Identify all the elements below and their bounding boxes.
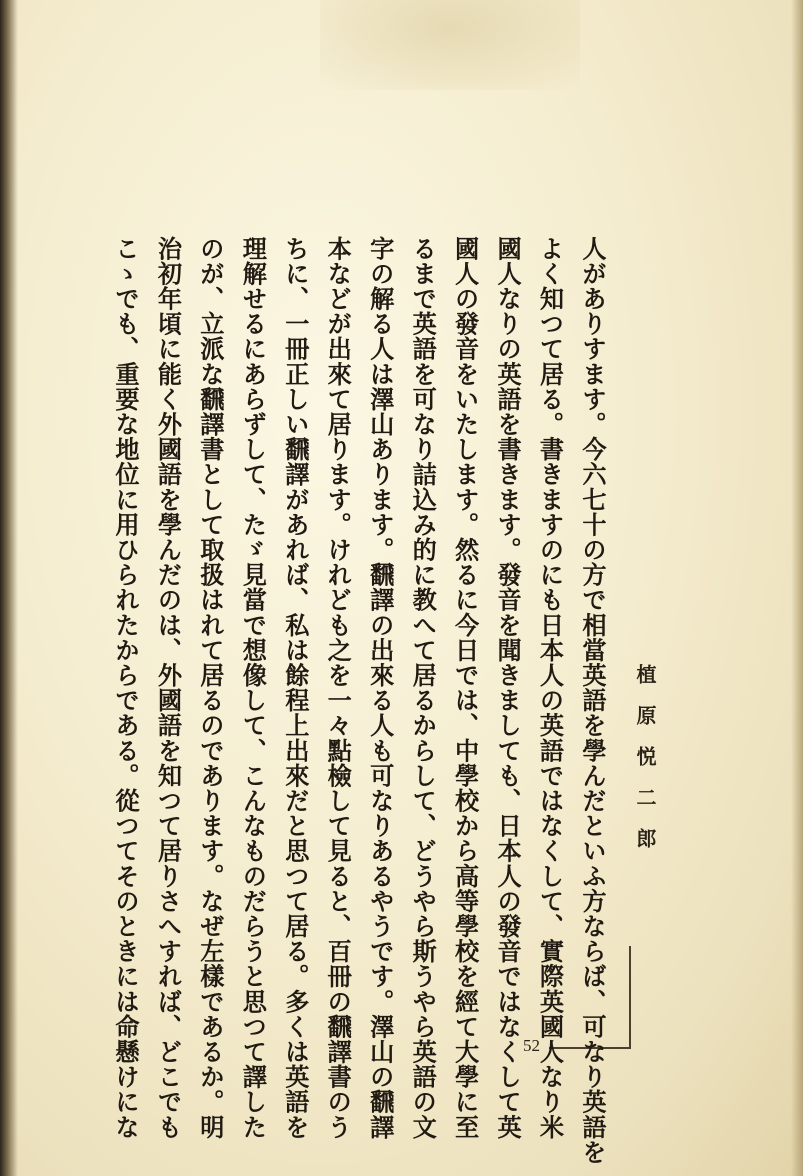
author-name: 植原悦二郎 <box>633 664 657 869</box>
margin-rule-vertical <box>629 946 631 1048</box>
paper-stain <box>320 0 580 90</box>
text-column: 國人なりの英語を書きます。發音を聞きましても、日本人の發音ではなくして英 <box>493 236 523 1140</box>
text-column: 治初年頃に能く外國語を學んだのは、外國語を知つて居りさへすれば、どこでも <box>153 236 183 1140</box>
text-column: こゝでも、重要な地位に用ひられたからである。從つてそのときには命懸けにな <box>111 236 140 1140</box>
page-number: 52 <box>523 1036 540 1055</box>
text-column: 理解せるにあらずして、たゞ見當で想像して、こんなものだらうと思つて譯した <box>238 236 268 1140</box>
body-text <box>108 236 610 1165</box>
text-column: るまで英語を可なり詰込み的に教へて居るからして、どうやら斯うやら英語の文 <box>408 236 438 1140</box>
text-column: ちに、一冊正しい飜譯があれば、私は餘程上出來だと思つて居る。多くは英語を <box>280 236 310 1140</box>
text-column: よく知つて居る。書きますのにも日本人の英語ではなくして、實際英國人なり米 <box>535 236 565 1140</box>
text-column: 本などが出來て居ります。けれども之を一々點檢して見ると、百冊の飜譯書のう <box>323 236 353 1140</box>
text-column: 人がありすます。今六七十の方で相當英語を學んだといふ方ならば、可なり英語を <box>577 236 607 1165</box>
text-column: 國人の發音をいたします。然るに今日では、中學校から高等學校を經て大學に至 <box>450 236 480 1140</box>
text-column: 字の解る人は澤山あります。飜譯の出來る人も可なりあるやうです。澤山の飜譯 <box>365 236 395 1140</box>
page-edge <box>791 0 803 1176</box>
text-column: のが、立派な飜譯書として取扱はれて居るのであります。なぜ左樣であるか。明 <box>195 236 225 1140</box>
page-binding-shadow <box>0 0 18 1176</box>
